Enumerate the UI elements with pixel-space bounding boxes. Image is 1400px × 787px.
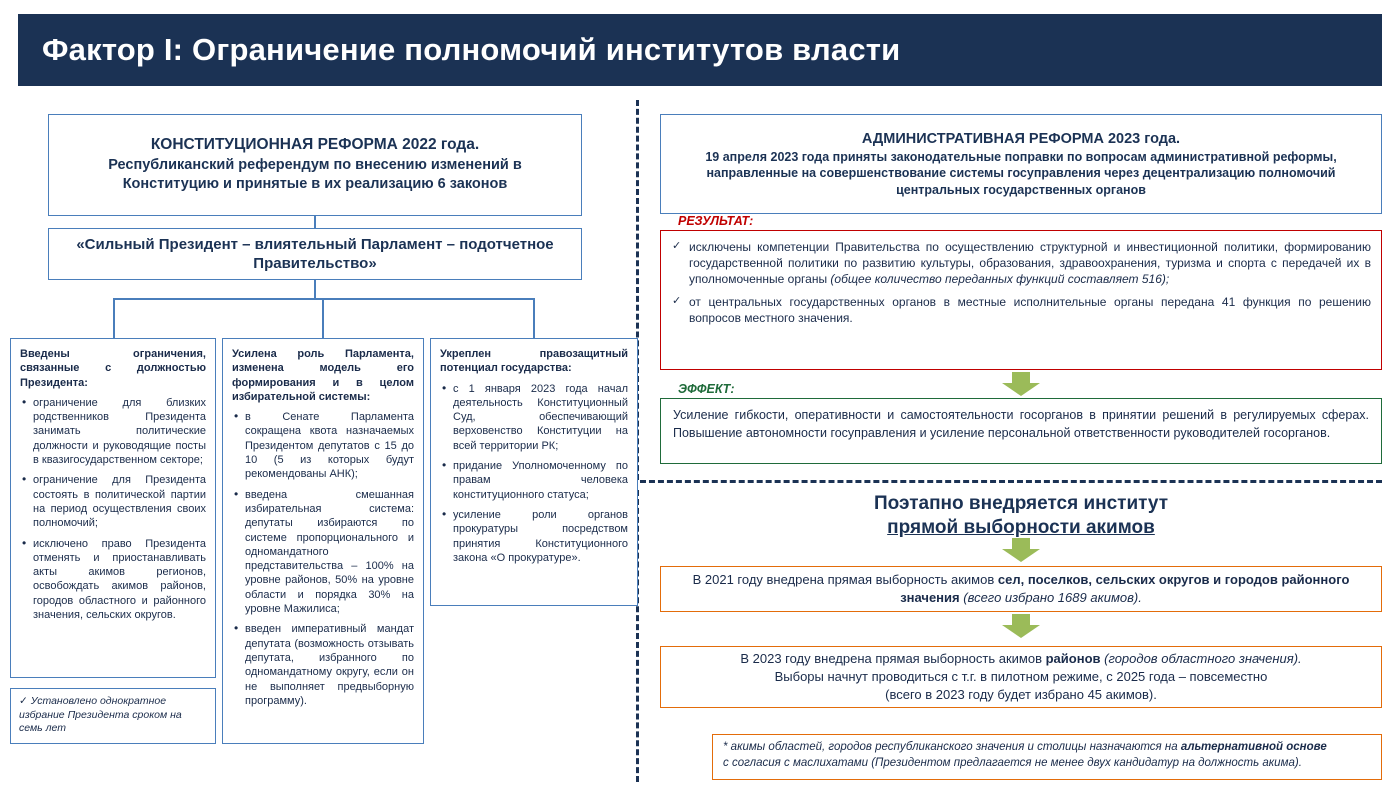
list-item xyxy=(671,294,1371,326)
akim-2021-box xyxy=(660,566,1382,612)
page-title-text: Фактор I: Ограничение полномочий институтов власти xyxy=(42,32,901,67)
result-item-1-italic: (общее количество переданных функций составляет 516); xyxy=(830,272,1170,287)
akim2-italic: (городов областного значения). xyxy=(1100,650,1302,666)
horizontal-divider xyxy=(640,480,1382,483)
list-item: • ограничение для близких родственников Президента занимать политические должности и руководящие посты в квазигосударственном секторе; xyxy=(33,396,206,467)
result-list xyxy=(671,239,1371,326)
footnote-part1: * акимы областей, городов республиканского значения и столицы назначаются на xyxy=(723,741,1181,753)
check-icon: ✓ xyxy=(19,695,31,707)
arrow-down-icon xyxy=(1002,614,1040,638)
footnote-bold: альтернативной основе xyxy=(1180,741,1327,753)
connector-trunk xyxy=(314,280,316,298)
connector-header-to-president xyxy=(314,216,316,228)
footnote-part2: с согласия с маслихатами (Президентом предлагается не менее двух кандидатур на должность акима). xyxy=(723,756,1302,769)
result-item-2-text: от центральных государственных органов в местные исполнительные органы передана 41 функция по решению вопросов местного значения. xyxy=(689,294,1371,325)
list-item: • с 1 января 2023 года начал деятельность Конституционный Суд, обеспечивающий верховенство Конституции на всей территории РК; xyxy=(453,382,628,453)
note-text: Установлено однократное избрание Президента сроком на семь лет xyxy=(19,695,182,735)
result-item-1-text: исключены компетенции Правительства по осуществлению структурной и инвестиционной политики, формированию государственной политики по развитию культуры, образования, здравоохранения, туризма и спорта с передачей их в уполномоченные органы xyxy=(689,240,1371,287)
col3-list xyxy=(440,382,628,566)
page-title xyxy=(18,14,1382,86)
akim-2023-box xyxy=(660,646,1382,708)
left-column-3 xyxy=(430,338,638,606)
const-header-line2: Республиканский референдум по внесению изменений в Конституцию и принятые в их реализацию 6 законов xyxy=(108,156,522,193)
result-box xyxy=(660,230,1382,370)
effect-label: ЭФФЕКТ: xyxy=(678,382,735,396)
akim1-italic: (всего избрано 1689 акимов). xyxy=(963,590,1142,605)
col3-heading: Укреплен правозащитный потенциал государства: xyxy=(440,348,628,375)
strong-president-text: «Сильный Президент – влиятельный Парламент – подотчетное Правительство» xyxy=(76,235,554,272)
akim2-part1: В 2023 году внедрена прямая выборность акимов xyxy=(740,650,1046,666)
akim2-bold: районов xyxy=(1045,650,1101,666)
left-column-2 xyxy=(222,338,424,744)
arrow-down-icon xyxy=(1002,372,1040,396)
akim1-bold: сел, поселков, сельских округов и городов районного значения xyxy=(900,572,1350,605)
list-item: • ограничение для Президента состоять в политической партии на период осуществления своих полномочий; xyxy=(33,473,206,530)
akim1-part1: В 2021 году внедрена прямая выборность акимов xyxy=(692,572,998,588)
list-item: • исключено право Президента отменять и приостанавливать акты акимов регионов, освобождать акимов районов, городов областного и районного значения, сельских округов. xyxy=(33,537,206,623)
effect-text: Усиление гибкости, оперативности и самостоятельности госорганов в принятии решений в регулируемых сферах. Повышение автономности госуправления и усиление персональной ответственности руководителей госорганов. xyxy=(673,408,1369,440)
akim2-line3: (всего в 2023 году будет избрано 45 акимов). xyxy=(885,687,1157,703)
connector-to-col2 xyxy=(322,298,324,338)
const-header-line1: КОНСТИТУЦИОННАЯ РЕФОРМА 2022 года. xyxy=(150,135,480,153)
left-column-1 xyxy=(10,338,216,678)
akim-title-line1: Поэтапно внедряется институт xyxy=(873,493,1169,514)
president-term-note xyxy=(10,688,216,744)
connector-to-col3 xyxy=(533,298,535,338)
administrative-reform-header xyxy=(660,114,1382,214)
list-item: • в Сенате Парламента сокращена квота назначаемых Президентом депутатов с 15 до 10 (5 из которых будут рекомендованы АНК); xyxy=(245,410,414,481)
list-item: • придание Уполномоченному по правам человека конституционного статуса; xyxy=(453,459,628,502)
result-label: РЕЗУЛЬТАТ: xyxy=(678,214,754,228)
constitutional-reform-header xyxy=(48,114,582,216)
col2-list xyxy=(232,410,414,708)
strong-president-box xyxy=(48,228,582,280)
arrow-down-icon xyxy=(1002,538,1040,562)
footnote-box xyxy=(712,734,1382,780)
list-item: • усиление роли органов прокуратуры посредством принятия Конституционного закона «О прокуратуре». xyxy=(453,508,628,565)
akim-section-title xyxy=(660,492,1382,540)
col1-heading: Введены ограничения, связанные с должностью Президента: xyxy=(20,348,206,389)
col1-list xyxy=(20,396,206,622)
list-item: • введен императивный мандат депутата (возможность отзывать депутата, избранного по одномандатному округу, если он не выполняет предвыборную программу). xyxy=(245,622,414,708)
adm-header-line1: АДМИНИСТРАТИВНАЯ РЕФОРМА 2023 года. xyxy=(861,130,1181,147)
adm-header-line2: 19 апреля 2023 года приняты законодательные поправки по вопросам административной реформы, направленные на совершенствование системы госуправления через децентрализацию полномочий центральных государственных органов xyxy=(705,149,1337,197)
col2-heading: Усилена роль Парламента, изменена модель его формирования и в целом избирательной системы: xyxy=(232,348,414,403)
list-item xyxy=(671,239,1371,288)
akim-title-line2: прямой выборности акимов xyxy=(887,516,1155,538)
list-item: • введена смешанная избирательная система: депутаты избираются по системе пропорционального и одномандатного представительства – 100% на уровне районов, 50% на уровне области и порядка 30% на уровне Мажилиса; xyxy=(245,488,414,617)
connector-to-col1 xyxy=(113,298,115,338)
akim2-line2: Выборы начнут проводиться с т.г. в пилотном режиме, с 2025 года – повсеместно xyxy=(774,668,1268,684)
effect-box xyxy=(660,398,1382,464)
